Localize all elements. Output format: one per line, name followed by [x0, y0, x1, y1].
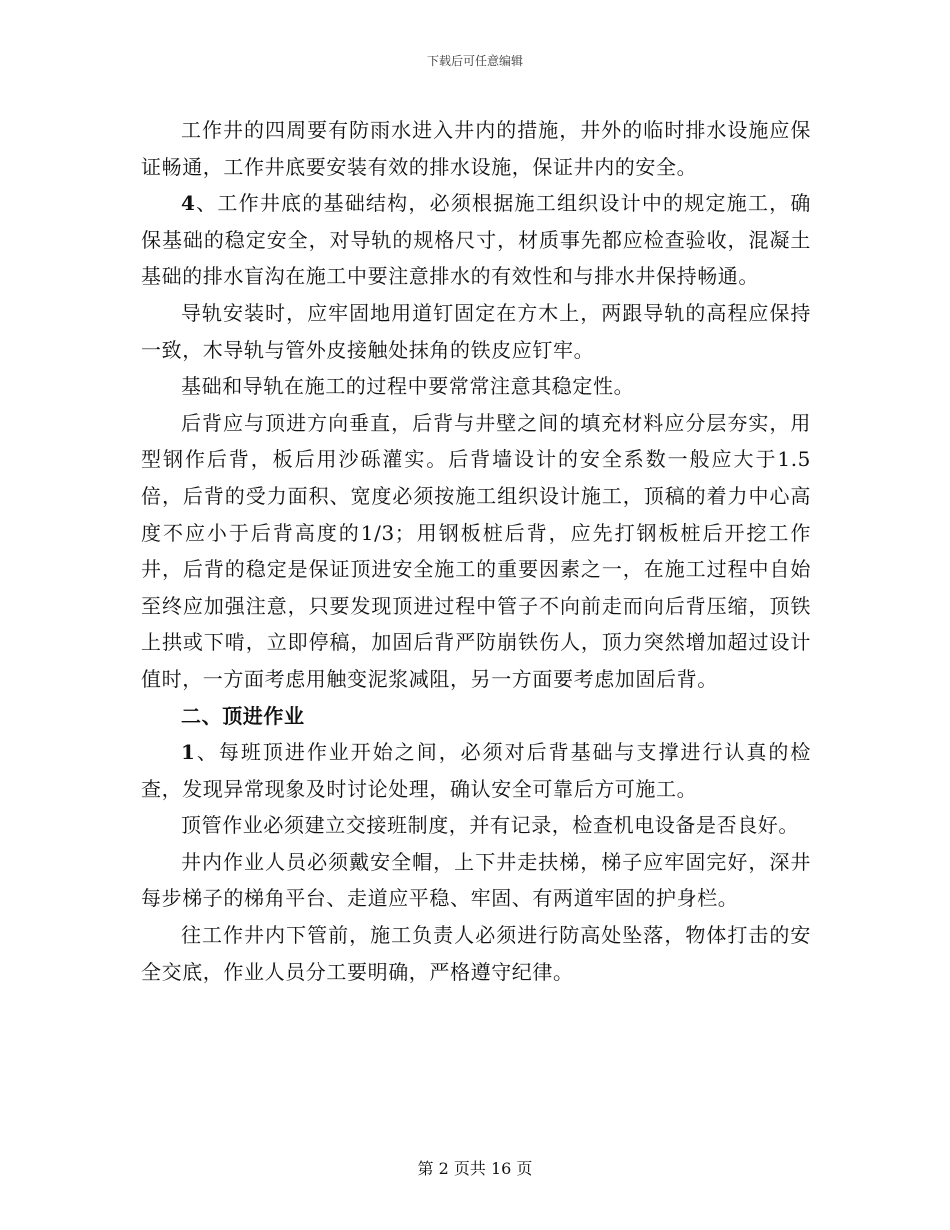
- paragraph-text: 顶管作业必须建立交接班制度，并有记录，检查机电设备是否良好。: [181, 813, 799, 838]
- paragraph-text: 、工作井底的基础结构，必须根据施工组织设计中的规定施工，确保基础的稳定安全，对导轨的规格尺寸，材质事先都应检查验收，混凝土基础的排水盲沟在施工中要注意排水的有效性和与排水井保持畅通。: [141, 191, 811, 289]
- paragraph-text: 往工作井内下管前，施工负责人必须进行防高处坠落，物体打击的安全交底，作业人员分工要明确，严格遵守纪律。: [141, 923, 811, 984]
- paragraph-text: 、每班顶进作业开始之间，必须对后背基础与支撑进行认真的检查，发现异常现象及时讨论处理，确认安全可靠后方可施工。: [141, 740, 811, 801]
- paragraph-lead: 1: [181, 740, 196, 765]
- paragraph-foundation: [141, 185, 811, 295]
- paragraph-rail-install: [141, 295, 811, 368]
- paragraph-back-wall: [141, 405, 811, 698]
- paragraph-lead: 4: [181, 191, 196, 216]
- paragraph-safety-helmet: [141, 844, 811, 917]
- paragraph-drainage: [141, 112, 811, 185]
- paragraph-text: 工作井的四周要有防雨水进入井内的措施，井外的临时排水设施应保证畅通，工作井底要安装有效的排水设施，保证井内的安全。: [141, 118, 811, 179]
- paragraph-text: 后背应与顶进方向垂直，后背与井壁之间的填充材料应分层夯实，用型钢作后背，板后用沙砾灌实。后背墙设计的安全系数一般应大于1.5倍，后背的受力面积、宽度必须按施工组织设计施工，顶稿的着力中心高度不应小于后背高度的1/3；用钢板桩后背，应先打钢板桩后开挖工作井，后背的稳定是保证顶进安全施工的重要因素之一，在施工过程中自始至终应加强注意，只要发现顶进过程中管子不向前走而向后背压缩，顶铁上拱或下啃，立即停稿，加固后背严防崩铁伤人，顶力突然增加超过设计值时，一方面考虑用触变泥浆减阻，另一方面要考虑加固后背。: [141, 410, 811, 691]
- page-header: 下载后可任意编辑: [426, 54, 523, 68]
- paragraph-text: 导轨安装时，应牢固地用道钉固定在方木上，两跟导轨的高程应保持一致，木导轨与管外皮接触处抹角的铁皮应钉牢。: [141, 300, 811, 362]
- paragraph-inspection: [141, 734, 811, 807]
- paragraph-stability: [141, 368, 811, 405]
- page-footer: 第 2 页共 16 页: [417, 1159, 533, 1178]
- paragraph-shift-handover: [141, 807, 811, 844]
- document-body: [141, 112, 811, 990]
- paragraph-text: 井内作业人员必须戴安全帽，上下井走扶梯，梯子应牢固完好，深井每步梯子的梯角平台、走道应平稳、牢固、有两道牢固的护身栏。: [141, 849, 811, 911]
- paragraph-text: 基础和导轨在施工的过程中要常常注意其稳定性。: [181, 374, 635, 399]
- section-heading: 二、顶进作业: [181, 703, 305, 728]
- paragraph-pipe-lowering: [141, 917, 811, 990]
